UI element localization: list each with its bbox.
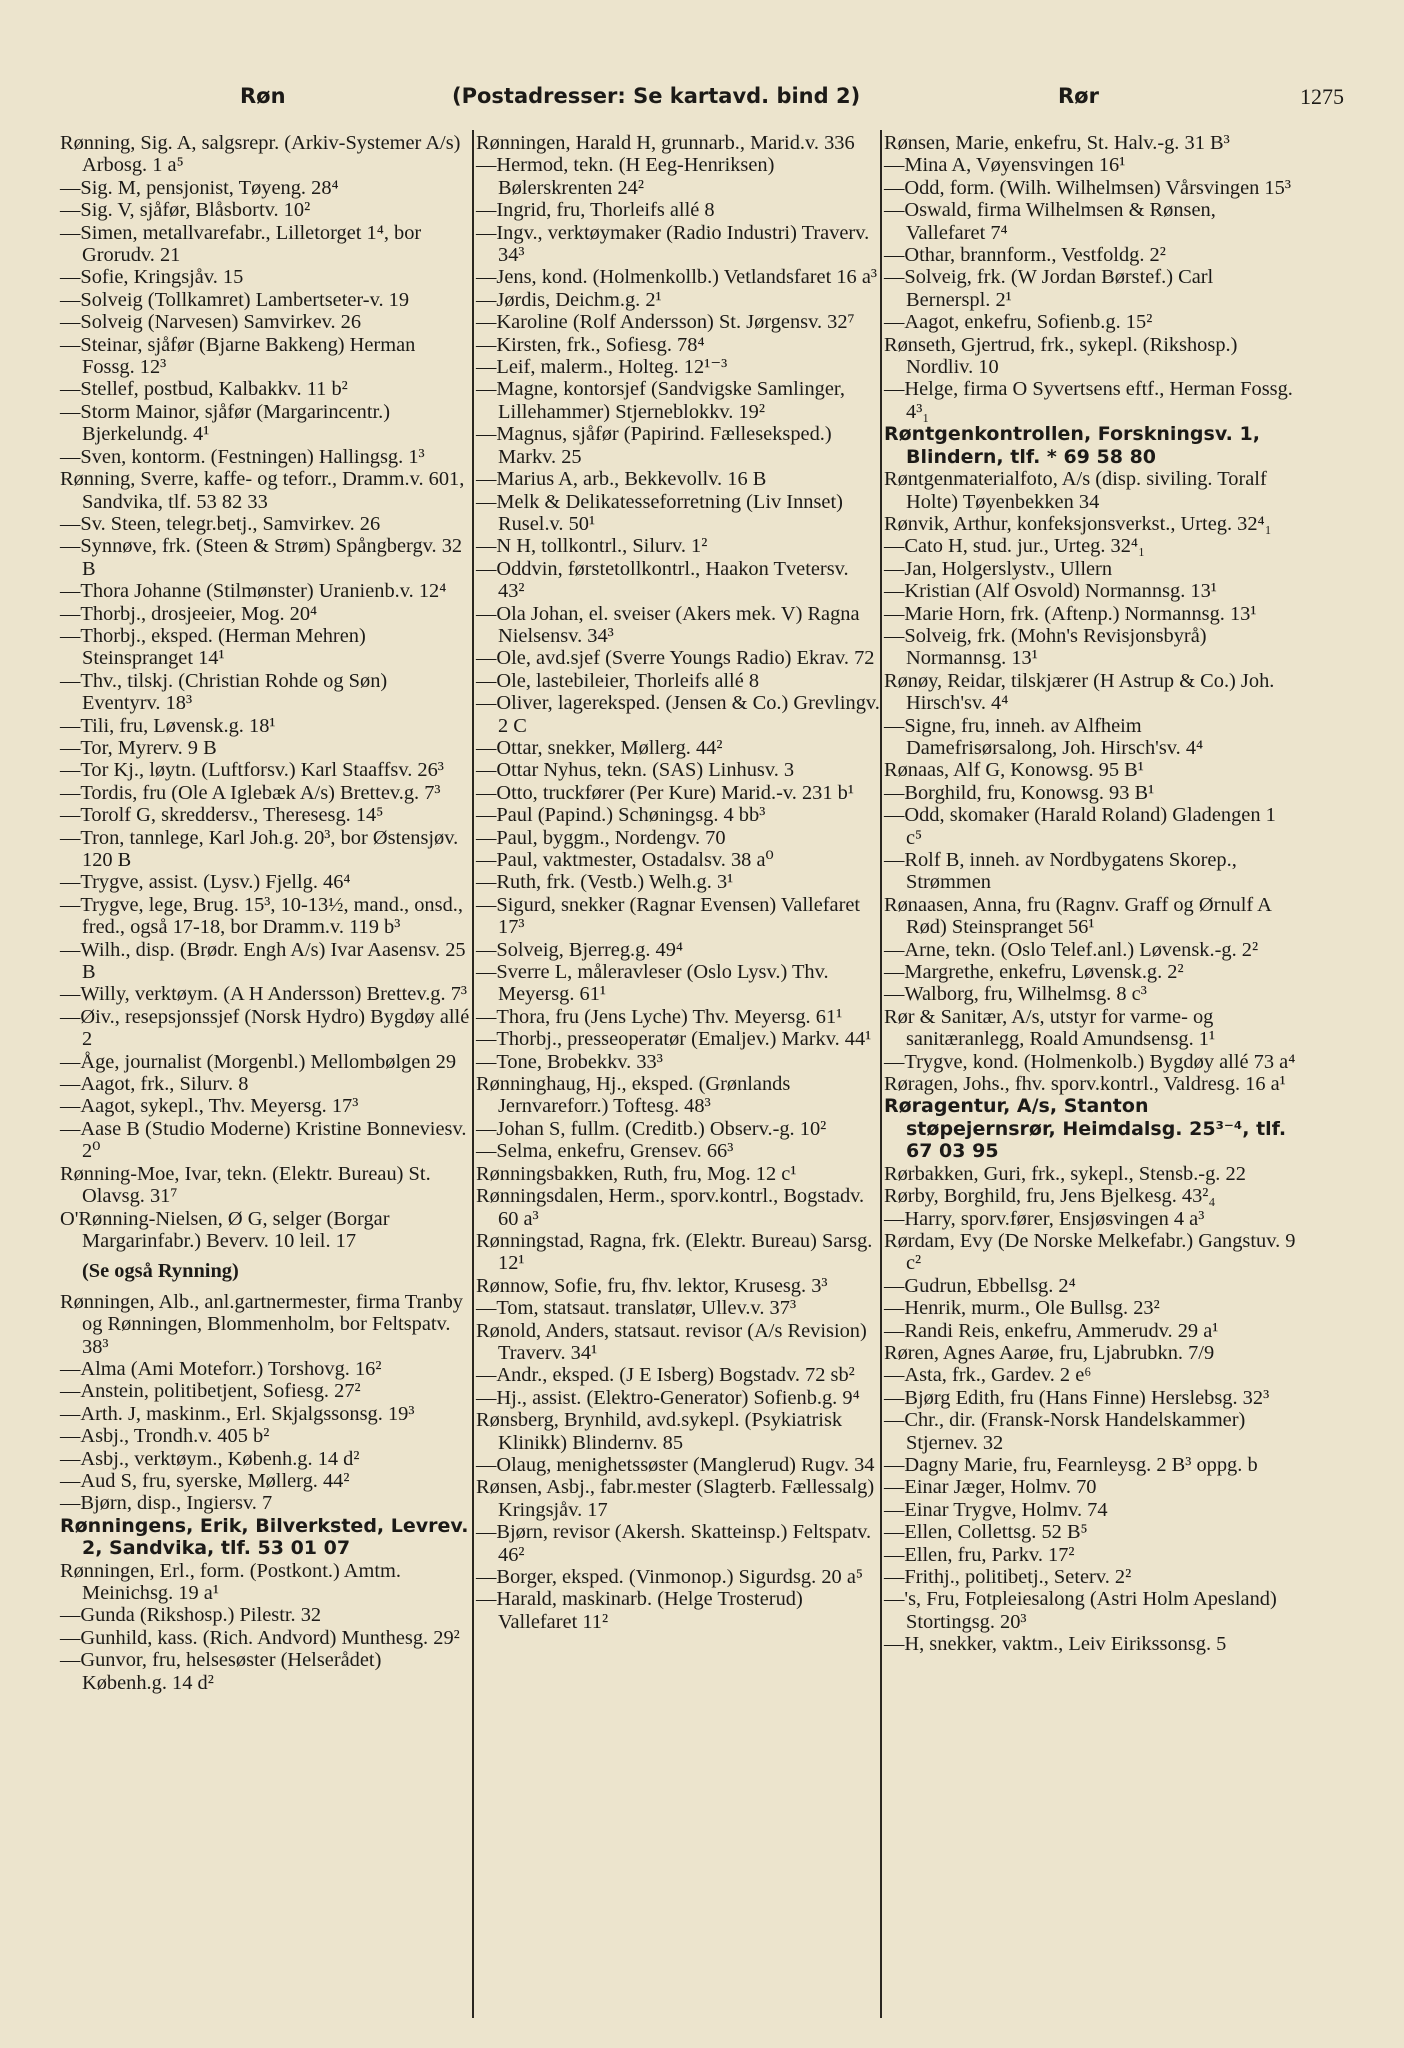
- directory-entry: —Anstein, politibetjent, Sofiesg. 27²: [60, 1380, 361, 1403]
- directory-entry: —Trygve, lege, Brug. 15³, 10-13½, mand., onsd., fred., også 17-18, bor Dramm.v. 119 b³: [60, 893, 463, 939]
- directory-entry: —Alma (Ami Moteforr.) Torshovg. 16²: [60, 1357, 382, 1380]
- directory-entry: —Tone, Brobekkv. 33³: [476, 1050, 663, 1073]
- directory-entry: —Otto, truckfører (Per Kure) Marid.-v. 231 b¹: [476, 781, 854, 804]
- directory-entry: —Sverre L, måleravleser (Oslo Lysv.) Thv. Meyersg. 61¹: [476, 961, 829, 1006]
- directory-entry: —Andr., eksped. (J E Isberg) Bogstadv. 72 sb²: [476, 1364, 855, 1387]
- directory-entry: —Åge, journalist (Morgenbl.) Mellombølgen 29: [60, 1050, 457, 1073]
- directory-entry: —Trygve, assist. (Lysv.) Fjellg. 46⁴: [60, 871, 351, 894]
- directory-entry: —Øiv., resepsjonssjef (Norsk Hydro) Bygdøy allé 2: [60, 1005, 470, 1051]
- directory-entry: —Tili, fru, Løvensk.g. 18¹: [60, 714, 276, 737]
- directory-entry: —Borghild, fru, Konowsg. 93 B¹: [884, 781, 1155, 804]
- directory-entry: Rønøy, Reidar, tilskjærer (H Astrup & Co.) Joh. Hirsch'sv. 4⁴: [884, 669, 1275, 715]
- directory-entry: Røragentur, A/s, Stanton støpejernsrør, Heimdalsg. 25³⁻⁴, tlf. 67 03 95: [884, 1095, 1287, 1163]
- directory-entry: —Steinar, sjåfør (Bjarne Bakkeng) Herman Fossg. 12³: [60, 333, 416, 379]
- directory-entry: —Asta, frk., Gardev. 2 e⁶: [884, 1364, 1092, 1387]
- directory-entry: —Jan, Holgerslystv., Ullern: [884, 557, 1113, 580]
- header-left-keyword: Røn: [240, 84, 286, 108]
- directory-entry: —H, snekker, vaktm., Leiv Eirikssonsg. 5: [884, 1633, 1227, 1656]
- directory-entry: —Thv., tilskj. (Christian Rohde og Søn) Eventyrv. 18³: [60, 669, 388, 715]
- directory-entry: —Tom, statsaut. translatør, Ullev.v. 37³: [476, 1297, 797, 1320]
- directory-entry: Rønold, Anders, statsaut. revisor (A/s Revision) Traverv. 34¹: [476, 1319, 867, 1364]
- directory-entry: —Sigurd, snekker (Ragnar Evensen) Vallefaret 17³: [476, 893, 861, 939]
- directory-entry: Rørdam, Evy (De Norske Melkefabr.) Gangstuv. 9 c²: [884, 1229, 1296, 1275]
- directory-entry: —Oddvin, førstetollkontrl., Haakon Tvetersv. 43²: [476, 557, 849, 603]
- directory-entry: Rønsberg, Brynhild, avd.sykepl. (Psykiatrisk Klinikk) Blindernv. 85: [476, 1409, 843, 1454]
- directory-entry: (Se også Rynning): [82, 1260, 239, 1283]
- directory-entry: —Karoline (Rolf Andersson) St. Jørgensv. 32⁷: [476, 311, 855, 334]
- directory-entry: —Thorbj., drosjeeier, Mog. 20⁴: [60, 602, 318, 625]
- directory-entry: —Gunhild, kass. (Rich. Andvord) Munthesg. 29²: [60, 1626, 460, 1649]
- directory-entry: —Ole, lastebileier, Thorleifs allé 8: [476, 669, 760, 692]
- directory-entry: Rønning-Moe, Ivar, tekn. (Elektr. Bureau) St. Olavsg. 31⁷: [60, 1162, 431, 1208]
- directory-entry: Rønaasen, Anna, fru (Ragnv. Graff og Ørnulf A Rød) Steinspranget 56¹: [884, 893, 1271, 939]
- directory-entry: Rønaas, Alf G, Konowsg. 95 B¹: [884, 759, 1144, 782]
- directory-entry: —Wilh., disp. (Brødr. Engh A/s) Ivar Aasensv. 25 B: [60, 938, 466, 984]
- directory-entry: —Gunvor, fru, helsesøster (Helserådet) Københ.g. 14 d²: [60, 1649, 382, 1694]
- directory-entry: —Jørdis, Deichm.g. 2¹: [476, 288, 662, 311]
- directory-entry: —Odd, form. (Wilh. Wilhelmsen) Vårsvingen 15³: [884, 176, 1291, 199]
- directory-entry: —Johan S, fullm. (Creditb.) Observ.-g. 10²: [476, 1117, 827, 1140]
- directory-entry: —Ellen, fru, Parkv. 17²: [884, 1543, 1075, 1566]
- directory-entry: —Storm Mainor, sjåfør (Margarincentr.) Bjerkelundg. 4¹: [60, 400, 391, 446]
- directory-entry: Rønning, Sverre, kaffe- og teforr., Dramm.v. 601, Sandvika, tlf. 53 82 33: [60, 468, 465, 513]
- column-1: [60, 132, 470, 1694]
- directory-entry: —Leif, malerm., Holteg. 12¹⁻³: [476, 356, 728, 379]
- directory-entry: —Sig. V, sjåfør, Blåsbortv. 10²: [60, 199, 311, 222]
- directory-entry: —Kristian (Alf Osvold) Normannsg. 13¹: [884, 580, 1217, 603]
- directory-entry: —Solveig, frk. (Mohn's Revisjonsbyrå) Normannsg. 13¹: [884, 624, 1207, 670]
- column-divider: [880, 130, 882, 2018]
- directory-entry: —Paul, vaktmester, Ostadalsv. 38 a⁰: [476, 849, 774, 871]
- directory-entry: —Randi Reis, enkefru, Ammerudv. 29 a¹: [884, 1319, 1219, 1342]
- column-2: [476, 132, 880, 1633]
- directory-entry: —Paul (Papind.) Schøningsg. 4 bb³: [476, 804, 766, 827]
- directory-entry: —Torolf G, skreddersv., Theresesg. 14⁵: [60, 804, 384, 827]
- directory-entry: —Ruth, frk. (Vestb.) Welh.g. 3¹: [476, 871, 734, 894]
- directory-entry: O'Rønning-Nielsen, Ø G, selger (Borgar Margarinfabr.) Beverv. 10 leil. 17: [60, 1207, 390, 1252]
- directory-entry: —Marie Horn, frk. (Aftenp.) Normannsg. 13¹: [884, 602, 1257, 625]
- directory-entry: Rønningsdalen, Herm., sporv.kontrl., Bogstadv. 60 a³: [476, 1185, 865, 1230]
- directory-entry: Rønsen, Marie, enkefru, St. Halv.-g. 31 B³: [884, 132, 1230, 154]
- header-postal-note: (Postadresser: Se kartavd. bind 2): [452, 84, 861, 108]
- directory-entry: —Sv. Steen, telegr.betj., Samvirkev. 26: [60, 512, 381, 535]
- directory-entry: —'s, Fru, Fotpleiesalong (Astri Holm Apesland) Stortingsg. 20³: [884, 1588, 1277, 1633]
- directory-entry: —Einar Trygve, Holmv. 74: [884, 1498, 1108, 1521]
- directory-entry: Rønningen, Harald H, grunnarb., Marid.v. 336: [476, 132, 855, 154]
- page-number: 1275: [1300, 84, 1344, 109]
- page-header: [60, 84, 1344, 118]
- directory-entry: Rørbakken, Guri, frk., sykepl., Stensb.-g. 22: [884, 1162, 1246, 1185]
- directory-entry: —Ola Johan, el. sveiser (Akers mek. V) Ragna Nielsensv. 34³: [476, 602, 860, 647]
- directory-entry: —Kirsten, frk., Sofiesg. 78⁴: [476, 333, 705, 356]
- directory-entry: —Aase B (Studio Moderne) Kristine Bonneviesv. 2⁰: [60, 1117, 467, 1163]
- directory-entry: —Thora Johanne (Stilmønster) Uranienb.v. 12⁴: [60, 580, 447, 603]
- directory-entry: —Helge, firma O Syvertsens eftf., Herman Fossg. 4³₁: [884, 378, 1293, 423]
- directory-entry: —Borger, eksped. (Vinmonop.) Sigurdsg. 20 a⁵: [476, 1566, 863, 1588]
- directory-entry: Røntgenmaterialfoto, A/s (disp. siviling. Toralf Holte) Tøyenbekken 34: [884, 468, 1267, 513]
- directory-entry: —N H, tollkontrl., Silurv. 1²: [476, 535, 708, 558]
- directory-entry: —Thorbj., eksped. (Herman Mehren) Steinspranget 14¹: [60, 624, 366, 670]
- directory-entry: —Solveig (Narvesen) Samvirkev. 26: [60, 311, 362, 334]
- directory-entry: —Tor, Myrerv. 9 B: [60, 736, 217, 759]
- directory-entry: —Aagot, sykepl., Thv. Meyersg. 17³: [60, 1095, 359, 1118]
- directory-entry: —Gunda (Rikshosp.) Pilestr. 32: [60, 1604, 322, 1627]
- directory-entry: Rønnow, Sofie, fru, fhv. lektor, Krusesg. 3³: [476, 1274, 828, 1297]
- header-right-keyword: Rør: [1058, 84, 1099, 108]
- directory-entry: —Ottar Nyhus, tekn. (SAS) Linhusv. 3: [476, 759, 795, 782]
- directory-entry: —Asbj., verktøym., Københ.g. 14 d²: [60, 1447, 360, 1470]
- directory-entry: —Othar, brannform., Vestfoldg. 2²: [884, 244, 1166, 267]
- directory-entry: —Jens, kond. (Holmenkollb.) Vetlandsfaret 16 a³: [476, 266, 878, 289]
- directory-entry: —Trygve, kond. (Holmenkolb.) Bygdøy allé 73 a⁴: [884, 1050, 1296, 1073]
- directory-entry: —Frithj., politibetj., Seterv. 2²: [884, 1566, 1132, 1588]
- directory-entry: —Sofie, Kringsjåv. 15: [60, 266, 244, 289]
- directory-entry: —Tordis, fru (Ole A Iglebæk A/s) Brettev.g. 7³: [60, 781, 441, 804]
- directory-entry: Rønninghaug, Hj., eksped. (Grønlands Jernvareforr.) Toftesg. 48³: [476, 1073, 791, 1118]
- directory-entry: —Harry, sporv.fører, Ensjøsvingen 4 a³: [884, 1207, 1205, 1230]
- directory-entry: —Bjørn, disp., Ingiersv. 7: [60, 1492, 273, 1515]
- directory-entry: —Stellef, postbud, Kalbakkv. 11 b²: [60, 378, 348, 401]
- directory-entry: —Ottar, snekker, Møllerg. 44²: [476, 736, 723, 759]
- directory-entry: —Willy, verktøym. (A H Andersson) Brettev.g. 7³: [60, 983, 468, 1006]
- directory-entry: —Oswald, firma Wilhelmsen & Rønsen, Vallefaret 7⁴: [884, 199, 1216, 244]
- directory-entry: —Rolf B, inneh. av Nordbygatens Skorep., Strømmen: [884, 849, 1237, 894]
- directory-entry: —Solveig, Bjerreg.g. 49⁴: [476, 938, 684, 961]
- directory-entry: —Chr., dir. (Fransk-Norsk Handelskammer) Stjernev. 32: [884, 1409, 1246, 1454]
- directory-entry: —Sven, kontorm. (Festningen) Hallingsg. 1³: [60, 445, 425, 468]
- directory-entry: —Odd, skomaker (Harald Roland) Gladengen 1 c⁵: [884, 804, 1276, 849]
- directory-entry: —Melk & Delikatesseforretning (Liv Innset) Rusel.v. 50¹: [476, 490, 843, 535]
- directory-entry: —Hermod, tekn. (H Eeg-Henriksen) Bølerskrenten 24²: [476, 154, 775, 199]
- directory-entry: Rønningstad, Ragna, frk. (Elektr. Bureau) Sarsg. 12¹: [476, 1229, 873, 1275]
- directory-entry: —Einar Jæger, Holmv. 70: [884, 1476, 1097, 1499]
- directory-entry: —Bjørn, revisor (Akersh. Skatteinsp.) Feltspatv. 46²: [476, 1521, 872, 1566]
- directory-entry: —Cato H, stud. jur., Urteg. 32⁴₁: [884, 535, 1146, 558]
- directory-entry: —Selma, enkefru, Grensev. 66³: [476, 1140, 734, 1163]
- directory-entry: —Simen, metallvarefabr., Lilletorget 1⁴, bor Grorudv. 21: [60, 221, 422, 267]
- directory-entry: Rør & Sanitær, A/s, utstyr for varme- og sanitæranlegg, Roald Amundsensg. 1¹: [884, 1005, 1216, 1051]
- directory-entry: —Thora, fru (Jens Lyche) Thv. Meyersg. 61¹: [476, 1005, 843, 1028]
- directory-entry: —Ole, avd.sjef (Sverre Youngs Radio) Ekrav. 72: [476, 647, 875, 670]
- directory-entry: —Aagot, enkefru, Sofienb.g. 15²: [884, 311, 1153, 334]
- directory-entry: —Bjørg Edith, fru (Hans Finne) Herslebsg. 32³: [884, 1386, 1270, 1409]
- directory-entry: Røragen, Johs., fhv. sporv.kontrl., Valdresg. 16 a¹: [884, 1073, 1286, 1096]
- directory-entry: Rønningens, Erik, Bilverksted, Levrev. 2, Sandvika, tlf. 53 01 07: [60, 1514, 469, 1560]
- directory-entry: —Paul, byggm., Nordengv. 70: [476, 826, 726, 849]
- directory-entry: —Henrik, murm., Ole Bullsg. 23²: [884, 1297, 1160, 1320]
- directory-entry: —Gudrun, Ebbellsg. 2⁴: [884, 1274, 1076, 1297]
- directory-entry: —Ingv., verktøymaker (Radio Industri) Traverv. 34³: [476, 221, 870, 267]
- directory-entry: —Walborg, fru, Wilhelmsg. 8 c³: [884, 983, 1147, 1006]
- directory-entry: —Thorbj., presseoperatør (Emaljev.) Markv. 44¹: [476, 1028, 872, 1051]
- directory-entry: —Signe, fru, inneh. av Alfheim Damefrisørsalong, Joh. Hirsch'sv. 4⁴: [884, 714, 1204, 759]
- directory-entry: Rønningsbakken, Ruth, fru, Mog. 12 c¹: [476, 1162, 797, 1185]
- directory-entry: Rønning, Sig. A, salgsrepr. (Arkiv-Systemer A/s) Arbosg. 1 a⁵: [60, 132, 461, 177]
- directory-entry: Rønningen, Erl., form. (Postkont.) Amtm. Meinichsg. 19 a¹: [60, 1559, 401, 1604]
- directory-entry: —Margrethe, enkefru, Løvensk.g. 2²: [884, 961, 1184, 984]
- directory-entry: —Oliver, lagereksped. (Jensen & Co.) Grevlingv. 2 C: [476, 692, 880, 737]
- directory-entry: Rønsen, Asbj., fabr.mester (Slagterb. Fællessalg) Kringsjåv. 17: [476, 1476, 875, 1521]
- directory-entry: —Sig. M, pensjonist, Tøyeng. 28⁴: [60, 176, 339, 199]
- directory-entry: —Tor Kj., løytn. (Luftforsv.) Karl Staaffsv. 26³: [60, 759, 444, 782]
- directory-entry: Røren, Agnes Aarøe, fru, Ljabrubkn. 7/9: [884, 1341, 1215, 1364]
- directory-entry: Rønningen, Alb., anl.gartnermester, firma Tranby og Rønningen, Blommenholm, bor Feltspatv. 38³: [60, 1290, 463, 1358]
- directory-entry: Røntgenkontrollen, Forskningsv. 1, Blindern, tlf. * 69 58 80: [884, 423, 1260, 468]
- directory-entry: Rønvik, Arthur, konfeksjonsverkst., Urteg. 32⁴₁: [884, 512, 1272, 535]
- directory-entry: —Arth. J, maskinm., Erl. Skjalgssonsg. 19³: [60, 1402, 415, 1425]
- directory-entry: —Harald, maskinarb. (Helge Trosterud) Vallefaret 11²: [476, 1588, 803, 1633]
- directory-entry: —Aagot, frk., Silurv. 8: [60, 1073, 249, 1096]
- directory-entry: —Aud S, fru, syerske, Møllerg. 44²: [60, 1469, 350, 1492]
- directory-entry: —Solveig, frk. (W Jordan Børstef.) Carl Bernerspl. 2¹: [884, 266, 1214, 311]
- directory-entry: —Arne, tekn. (Oslo Telef.anl.) Løvensk.-g. 2²: [884, 938, 1259, 961]
- directory-entry: —Tron, tannlege, Karl Joh.g. 20³, bor Østensjøv. 120 B: [60, 826, 459, 871]
- directory-entry: —Hj., assist. (Elektro-Generator) Sofienb.g. 9⁴: [476, 1386, 860, 1409]
- directory-entry: —Magnus, sjåfør (Papirind. Fælleseksped.) Markv. 25: [476, 423, 832, 468]
- directory-entry: —Mina A, Vøyensvingen 16¹: [884, 154, 1126, 177]
- directory-entry: —Olaug, menighetssøster (Manglerud) Rugv. 34: [476, 1453, 875, 1476]
- directory-entry: —Synnøve, frk. (Steen & Strøm) Spångbergv. 32 B: [60, 535, 463, 580]
- directory-entry: —Magne, kontorsjef (Sandvigske Samlinger, Lillehammer) Stjerneblokkv. 19²: [476, 378, 845, 423]
- directory-entry: —Marius A, arb., Bekkevollv. 16 B: [476, 468, 767, 491]
- column-3: [884, 132, 1296, 1656]
- directory-entry: —Dagny Marie, fru, Fearnleysg. 2 B³ oppg. b: [884, 1453, 1258, 1476]
- directory-entry: —Asbj., Trondh.v. 405 b²: [60, 1425, 270, 1448]
- directory-entry: Rønseth, Gjertrud, frk., sykepl. (Rikshosp.) Nordliv. 10: [884, 333, 1238, 379]
- directory-entry: —Solveig (Tollkamret) Lambertseter-v. 19: [60, 288, 410, 311]
- column-divider: [472, 130, 474, 2018]
- directory-entry: —Ingrid, fru, Thorleifs allé 8: [476, 199, 715, 222]
- directory-entry: —Ellen, Collettsg. 52 B⁵: [884, 1521, 1088, 1544]
- directory-entry: Rørby, Borghild, fru, Jens Bjelkesg. 43²₄: [884, 1185, 1216, 1208]
